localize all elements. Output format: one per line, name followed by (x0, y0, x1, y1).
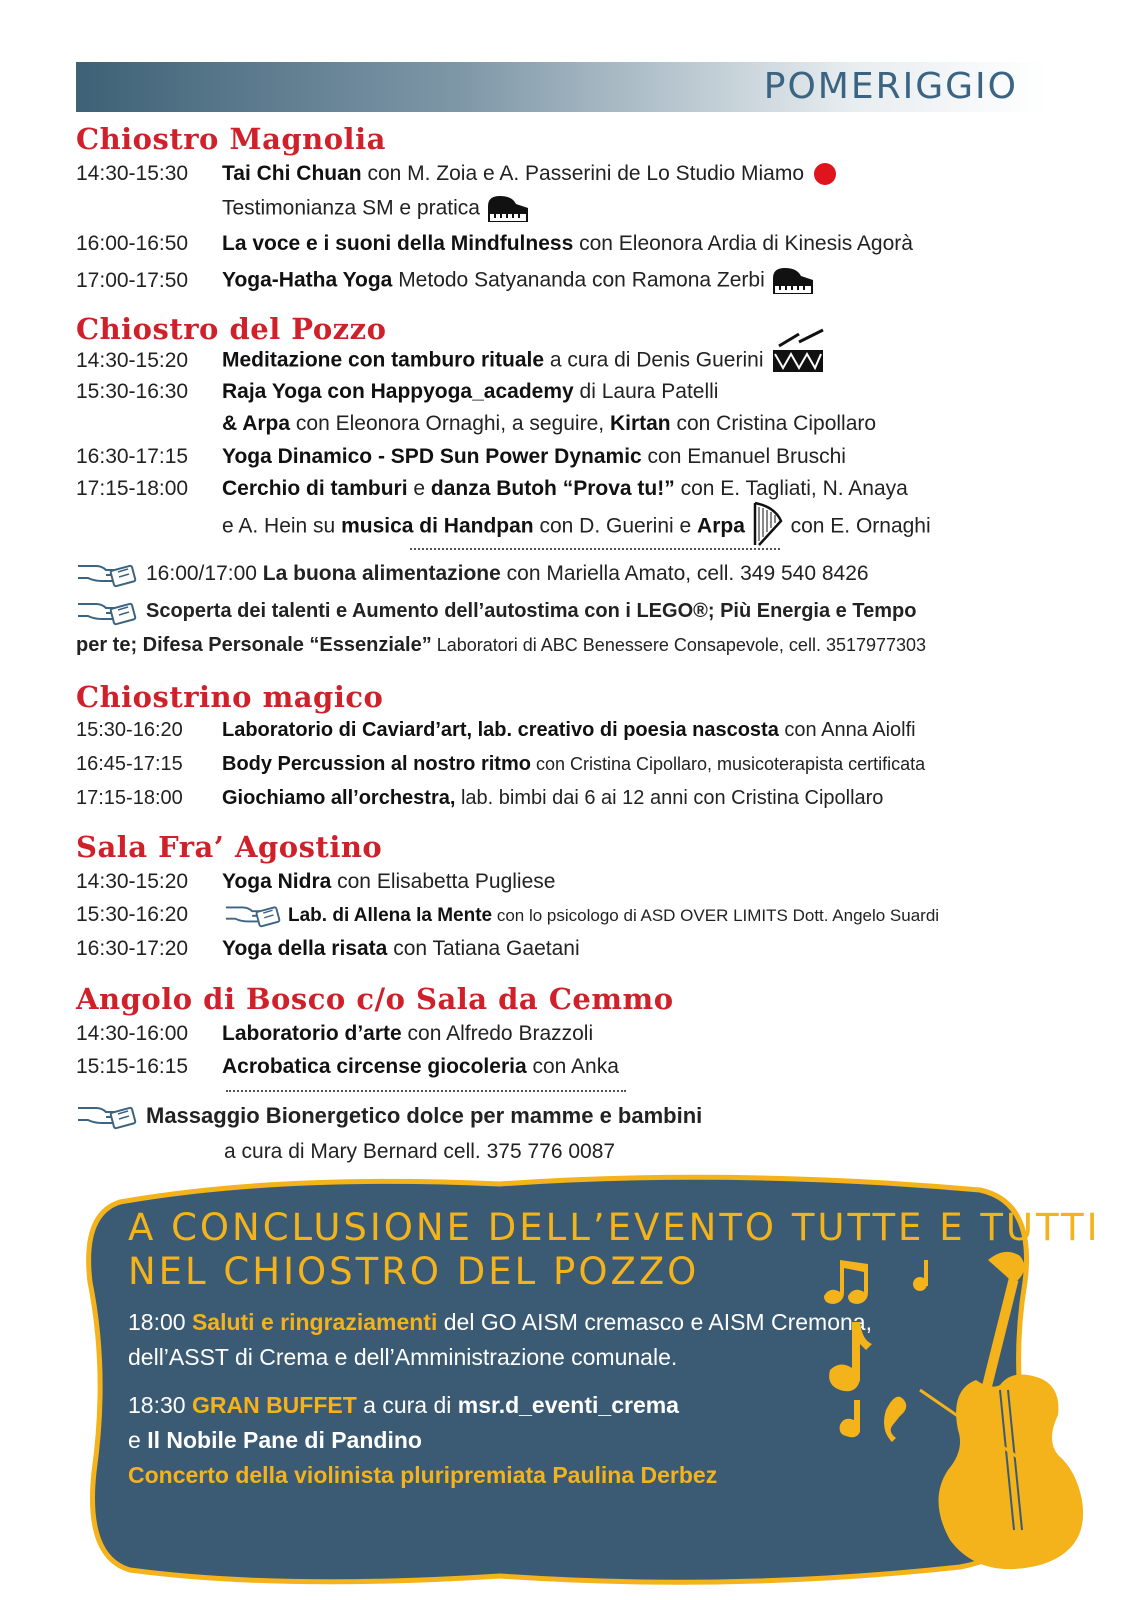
piano-icon (486, 194, 530, 224)
schedule-row: 15:30-16:20 Lab. di Allena la Mente con lo psicologo di ASD OVER LIMITS Dott. Angelo Suardi (76, 903, 940, 926)
ticket-hand-icon (76, 1100, 138, 1130)
schedule-row: 16:30-17:20 Yoga della risata con Tatiana Gaetani (76, 937, 580, 960)
schedule-row-continuation: Testimonianza SM e pratica (222, 194, 530, 224)
conclusion-line: e Il Nobile Pane di Pandino (128, 1427, 422, 1453)
conclusion-line: dell’ASST di Crema e dell’Amministrazione comunale. (128, 1344, 678, 1370)
conclusion-line: Concerto della violinista pluripremiata Paulina Derbez (128, 1462, 718, 1488)
harp-icon (751, 501, 785, 547)
section-title-bosco: Angolo di Bosco c/o Sala da Cemmo (76, 982, 674, 1016)
dotted-divider (410, 548, 780, 550)
ticket-hand-icon (76, 558, 138, 588)
violin-icon (800, 1240, 1100, 1580)
conclusion-title-line1: A CONCLUSIONE DELL’EVENTO TUTTE E TUTTI (128, 1206, 1101, 1249)
schedule-row: 16:30-17:15 Yoga Dinamico - SPD Sun Power Dynamic con Emanuel Bruschi (76, 445, 846, 468)
conclusion-line: 18:00 Saluti e ringraziamenti del GO AISM cremasco e AISM Cremona, (128, 1309, 872, 1335)
schedule-row: 14:30-15:20 Meditazione con tamburo rituale a cura di Denis Guerini (76, 346, 827, 376)
schedule-row: 17:15-18:00 Cerchio di tamburi e danza Butoh “Prova tu!” con E. Tagliati, N. Anaya (76, 477, 908, 500)
lab-item: Massaggio Bionergetico dolce per mamme e bambini (146, 1103, 703, 1128)
ticket-hand-icon (76, 596, 138, 626)
lab-item: 16:00/17:00 La buona alimentazione con Mariella Amato, cell. 349 540 8426 (146, 562, 869, 585)
dotted-divider (226, 1090, 626, 1092)
lab-item-continuation: per te; Difesa Personale “Essenziale” Laboratori di ABC Benessere Consapevole, cell. 3517977303 (76, 634, 927, 656)
section-title-magnolia: Chiostro Magnolia (76, 122, 386, 156)
schedule-row: 14:30-15:30 Tai Chi Chuan con M. Zoia e A. Passerini de Lo Studio Miamo (76, 160, 836, 188)
schedule-row: 15:30-16:20 Laboratorio di Caviard’art, lab. creativo di poesia nascosta con Anna Aiolfi (76, 719, 916, 741)
schedule-row: 16:00-16:50 La voce e i suoni della Mindfulness con Eleonora Ardia di Kinesis Agorà (76, 232, 913, 255)
schedule-row-continuation: & Arpa con Eleonora Ornaghi, a seguire, Kirtan con Cristina Cipollaro (222, 412, 877, 435)
page-title: POMERIGGIO (763, 66, 1018, 107)
schedule-row: 15:30-16:30 Raja Yoga con Happyoga_academy di Laura Patelli (76, 380, 719, 403)
section-title-chiostrino: Chiostrino magico (76, 680, 384, 714)
schedule-row: 14:30-16:00 Laboratorio d’arte con Alfredo Brazzoli (76, 1022, 594, 1045)
lab-item-continuation: a cura di Mary Bernard cell. 375 776 0087 (224, 1140, 616, 1163)
schedule-row-continuation: e A. Hein su musica di Handpan con D. Guerini e Arpa con E. Ornaghi (222, 507, 931, 547)
schedule-row: 17:00-17:50 Yoga-Hatha Yoga Metodo Satyananda con Ramona Zerbi (76, 266, 815, 296)
drum-icon (769, 328, 827, 376)
piano-icon (771, 266, 815, 296)
red-dot-icon (814, 163, 836, 185)
conclusion-title-line2: NEL CHIOSTRO DEL POZZO (128, 1250, 700, 1293)
schedule-row: 15:15-16:15 Acrobatica circense giocoleria con Anka (76, 1055, 619, 1078)
schedule-row: 14:30-15:20 Yoga Nidra con Elisabetta Pugliese (76, 870, 556, 893)
schedule-row: 16:45-17:15 Body Percussion al nostro ritmo con Cristina Cipollaro, musicoterapista certificata (76, 753, 926, 775)
lab-item: Scoperta dei talenti e Aumento dell’autostima con i LEGO®; Più Energia e Tempo (146, 600, 917, 622)
section-title-agostino: Sala Fra’ Agostino (76, 830, 383, 864)
schedule-row: 17:15-18:00 Giochiamo all’orchestra, lab. bimbi dai 6 ai 12 anni con Cristina Cipollaro (76, 787, 884, 809)
section-title-pozzo: Chiostro del Pozzo (76, 312, 387, 346)
conclusion-line: 18:30 GRAN BUFFET a cura di msr.d_eventi_crema (128, 1392, 679, 1418)
